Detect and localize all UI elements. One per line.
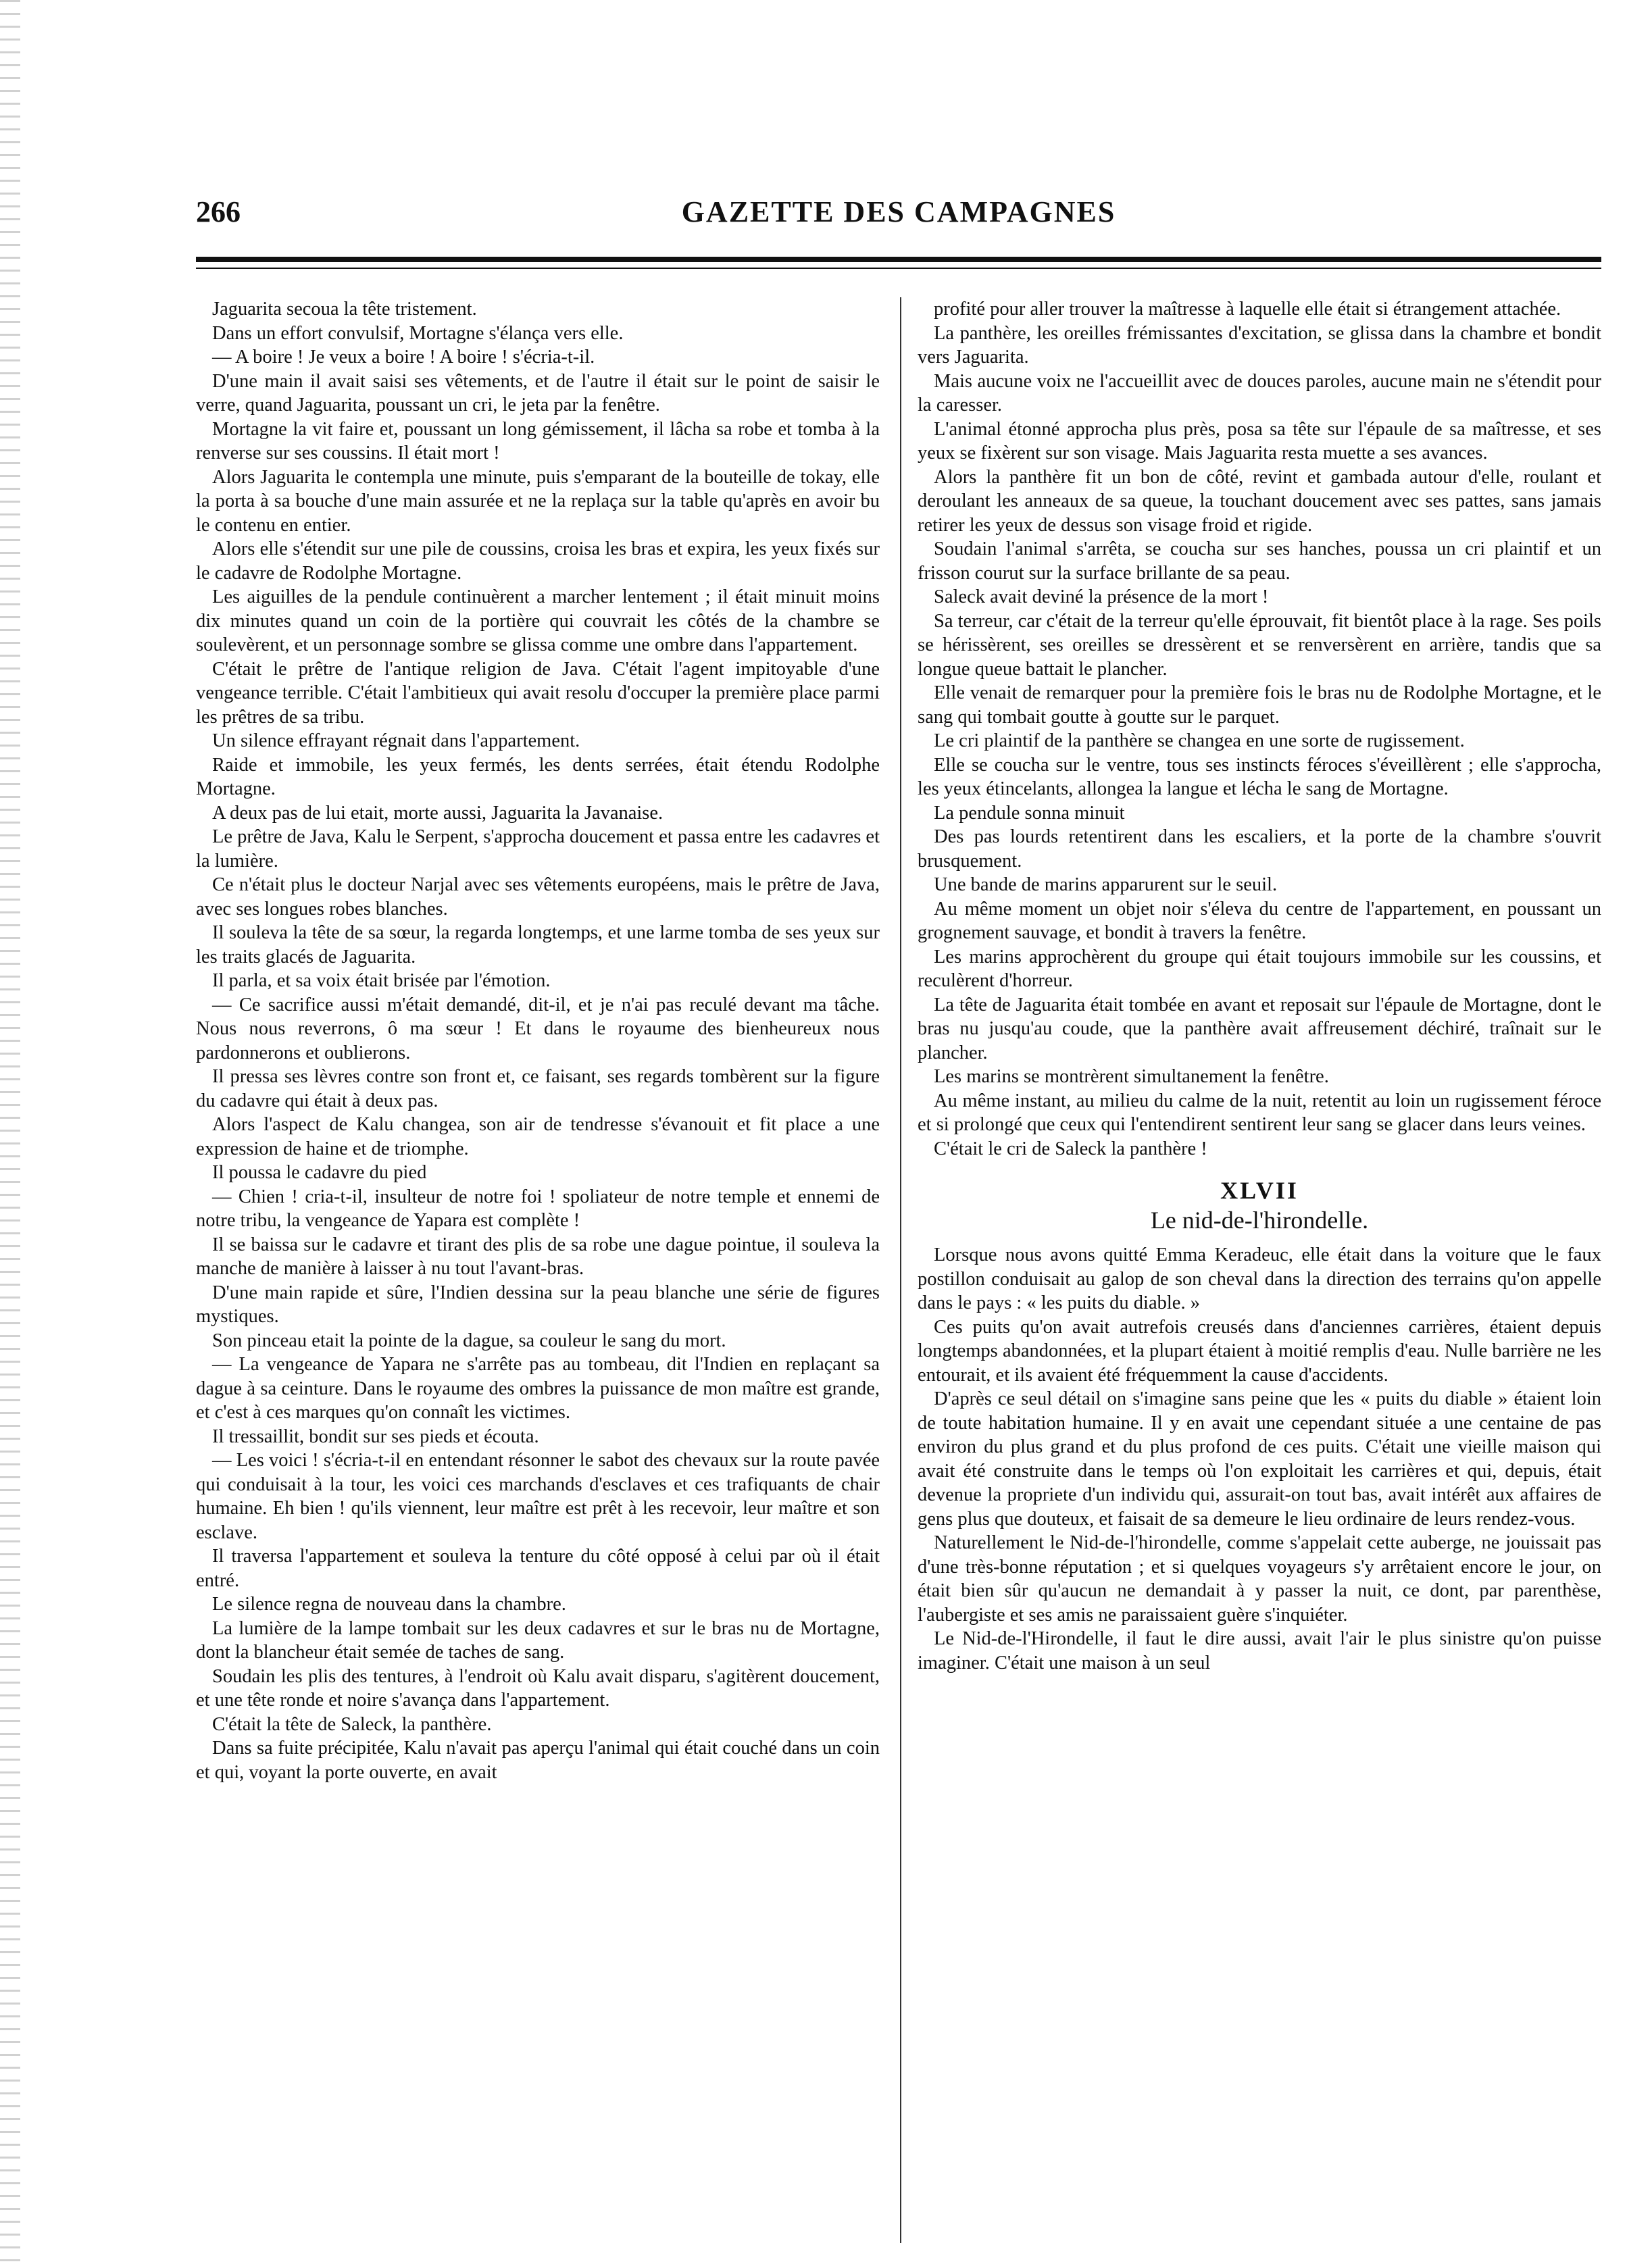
paragraph: Le silence regna de nouveau dans la chambre. [212, 1594, 566, 1615]
paragraph: Le prêtre de Java, Kalu le Serpent, s'approcha doucement et passa entre les cadavres et la lumière. [196, 826, 880, 872]
paragraph: Alors la panthère fit un bon de côté, revint et gambada autour d'elle, roulant et deroulant les anneaux de sa queue, la touchant doucement avec ses pattes, sans jamais retirer les yeux de dessus son visage froid et rigide. [918, 466, 1601, 536]
paragraph: Une bande de marins apparurent sur le seuil. [934, 874, 1278, 895]
paragraph: Soudain les plis des tentures, à l'endroit où Kalu avait disparu, s'agitèrent doucement, et une tête ronde et noire s'avança dans l'appartement. [196, 1665, 880, 1711]
header-rule [196, 257, 1601, 262]
paragraph: Les marins approchèrent du groupe qui était toujours immobile sur les coussins, et reculèrent d'horreur. [918, 946, 1601, 991]
paragraph: La panthère, les oreilles frémissantes d'excitation, se glissa dans la chambre et bondit vers Jaguarita. [918, 322, 1601, 368]
paragraph: Il souleva la tête de sa sœur, la regarda longtemps, et une larme tomba de ses yeux sur les traits glacés de Jaguarita. [196, 922, 880, 967]
paragraph: Les marins se montrèrent simultanement la fenêtre. [934, 1066, 1329, 1087]
right-column [918, 297, 1601, 2243]
paragraph: Raide et immobile, les yeux fermés, les dents serrées, était étendu Rodolphe Mortagne. [196, 754, 880, 799]
chapter-title: Le nid-de-l'hirondelle. [1150, 1207, 1369, 1234]
paragraph: Dans un effort convulsif, Mortagne s'élança vers elle. [212, 322, 624, 344]
paragraph: Les aiguilles de la pendule continuèrent a marcher lentement ; il était minuit moins dix minutes quand un coin de la portière qui couvrait les côtés de la chambre se soulevèrent, et un personnage sombre se glissa comme une ombre dans l'appartement. [196, 586, 880, 655]
paragraph: — Les voici ! s'écria-t-il en entendant résonner le sabot des chevaux sur la route pavée qui conduisait à la tour, les voici ces marchands d'esclaves et ces trafiquants de chair humaine. Eh bien ! qu'ils viennent, leur maître est prêt à les recevoir, leur maître et son esclave. [196, 1450, 880, 1543]
paragraph: — La vengeance de Yapara ne s'arrête pas au tombeau, dit l'Indien en replaçant sa dague à sa ceinture. Dans le royaume des ombres la puissance de mon maître est grande, et c'est à ces marques qu'on connaît les victimes. [196, 1354, 880, 1423]
paragraph: Le cri plaintif de la panthère se changea en une sorte de rugissement. [934, 730, 1465, 751]
paragraph: Au même moment un objet noir s'éleva du centre de l'appartement, en poussant un grognement sauvage, et bondit à travers la fenêtre. [918, 898, 1601, 943]
paragraph: Le Nid-de-l'Hirondelle, il faut le dire aussi, avait l'air le plus sinistre qu'on puisse imaginer. C'était une maison à un seul [918, 1628, 1601, 1673]
right-column-text-after [918, 1243, 1601, 1675]
running-title: GAZETTE DES CAMPAGNES [681, 195, 1116, 228]
paragraph: Il parla, et sa voix était brisée par l'émotion. [212, 970, 551, 991]
paragraph: Alors elle s'étendit sur une pile de coussins, croisa les bras et expira, les yeux fixés sur le cadavre de Rodolphe Mortagne. [196, 538, 880, 584]
paragraph: Soudain l'animal s'arrêta, se coucha sur ses hanches, poussa un cri plaintif et un frisson courut sur la surface brillante de sa peau. [918, 538, 1601, 584]
paragraph: La tête de Jaguarita était tombée en avant et reposait sur l'épaule de Mortagne, dont le bras nu jusqu'au coude, que la panthère avait affreusement déchiré, traînait sur le plancher. [918, 994, 1601, 1063]
paragraph: Alors l'aspect de Kalu changea, son air de tendresse s'évanouit et fit place a une expression de haine et de triomphe. [196, 1114, 880, 1159]
left-column [196, 297, 880, 2243]
paragraph: Naturellement le Nid-de-l'hirondelle, comme s'appelait cette auberge, ne jouissait pas d'une très-bonne réputation ; et si quelques voyageurs s'y arrêtaient encore le jour, on était bien sûr qu'aucun ne demandait à y passer la nuit, ce dont, par parenthèse, l'aubergiste et ses amis ne paraissaient guère s'inquiéter. [918, 1532, 1601, 1626]
paragraph: Ce n'était plus le docteur Narjal avec ses vêtements européens, mais le prêtre de Java, avec ses longues robes blanches. [196, 874, 880, 920]
paragraph: Dans sa fuite précipitée, Kalu n'avait pas aperçu l'animal qui était couché dans un coin et qui, voyant la porte ouverte, en avait [196, 1738, 880, 1783]
paragraph: D'une main il avait saisi ses vêtements, et de l'autre il était sur le point de saisir le verre, quand Jaguarita, poussant un cri, le jeta par la fenêtre. [196, 370, 880, 416]
paragraph: — Ce sacrifice aussi m'était demandé, dit-il, et je n'ai pas reculé devant ma tâche. Nous nous reverrons, ô ma sœur ! Et dans le royaume des bienheureux nous pardonnerons et oublierons. [196, 994, 880, 1063]
column-divider [900, 297, 901, 2243]
paragraph: C'était le cri de Saleck la panthère ! [934, 1138, 1207, 1159]
page-header [196, 189, 1601, 236]
scan-margin-noise [0, 0, 20, 2266]
paragraph: D'une main rapide et sûre, l'Indien dessina sur la peau blanche une série de figures mystiques. [196, 1282, 880, 1327]
paragraph: Il se baissa sur le cadavre et tirant des plis de sa robe une dague pointue, il souleva la manche de manière à laisser à nu tout l'avant-bras. [196, 1234, 880, 1279]
paragraph: D'après ce seul détail on s'imagine sans peine que les « puits du diable » étaient loin de toute habitation humaine. Il y en avait une cependant située a une centaine de pas environ du plus grand et du plus profond de ces puits. C'était une vieille maison qui avait été construite dans le temps où l'on exploitait les carrières et qui, depuis, était devenue la propriete d'un individu qui, assurait-on tout bas, avait intérêt aux affaires de gens plus que douteux, et faisait de sa demeure le lieu ordinaire de leurs rendez-vous. [918, 1388, 1601, 1530]
paragraph: Au même instant, au milieu du calme de la nuit, retentit au loin un rugissement féroce et si prolongé que ceux qui l'entendirent sentirent leur sang se glacer dans leurs veines. [918, 1090, 1601, 1135]
paragraph: Mortagne la vit faire et, poussant un long gémissement, il lâcha sa robe et tomba à la renverse sur ses coussins. Il était mort ! [196, 418, 880, 463]
chapter-number: XLVII [1220, 1177, 1299, 1204]
paragraph: Mais aucune voix ne l'accueillit avec de douces paroles, aucune main ne s'étendit pour la caresser. [918, 370, 1601, 416]
paragraph: Ces puits qu'on avait autrefois creusés dans d'anciennes carrières, étaient depuis longtemps abandonnées, et la plupart étaient à moitié remplis d'eau. Nulle barrière ne les entourait, et ils avaient été fréquemment la cause d'accidents. [918, 1316, 1601, 1386]
paragraph: Alors Jaguarita le contempla une minute, puis s'emparant de la bouteille de tokay, elle la porta à sa bouche d'une main assurée et ne la replaça sur la table qu'après en avoir bu le contenu en entier. [196, 466, 880, 536]
paragraph: Elle se coucha sur le ventre, tous ses instincts féroces s'éveillèrent ; elle s'approcha, les yeux étincelants, allongea la langue et lécha le sang de Mortagne. [918, 754, 1601, 799]
page-number: 266 [196, 195, 241, 228]
paragraph: — Chien ! cria-t-il, insulteur de notre foi ! spoliateur de notre temple et ennemi de notre tribu, la vengeance de Yapara est complète ! [196, 1186, 880, 1231]
paragraph: Sa terreur, car c'était de la terreur qu'elle éprouvait, fit bientôt place à la rage. Ses poils se hérissèrent, ses oreilles se dressèrent et se renversèrent en arrière, tandis que sa longue queue battait le plancher. [918, 610, 1601, 680]
paragraph: A deux pas de lui etait, morte aussi, Jaguarita la Javanaise. [212, 802, 664, 824]
paragraph: Son pinceau etait la pointe de la dague, sa couleur le sang du mort. [212, 1330, 726, 1351]
paragraph: Lorsque nous avons quitté Emma Keradeuc, elle était dans la voiture que le faux postillon conduisait au galop de son cheval dans la direction des terrains qu'on appelle dans le pays : « les puits du diable. » [918, 1244, 1601, 1313]
paragraph: La lumière de la lampe tombait sur les deux cadavres et sur le bras nu de Mortagne, dont la blancheur était semée de taches de sang. [196, 1617, 880, 1663]
paragraph: L'animal étonné approcha plus près, posa sa tête sur l'épaule de sa maîtresse, et ses yeux se fixèrent sur son visage. Mais Jaguarita resta muette a ses avances. [918, 418, 1601, 463]
paragraph: — A boire ! Je veux a boire ! A boire ! s'écria-t-il. [212, 347, 595, 368]
paragraph: Jaguarita secoua la tête tristement. [212, 299, 477, 320]
paragraph: C'était le prêtre de l'antique religion de Java. C'était l'agent impitoyable d'une vengeance terrible. C'était l'ambitieux qui avait resolu d'occuper la première place parmi les prêtres de sa tribu. [196, 658, 880, 728]
paragraph: C'était la tête de Saleck, la panthère. [212, 1713, 492, 1735]
paragraph: Il pressa ses lèvres contre son front et, ce faisant, ses regards tombèrent sur la figure du cadavre qui était à deux pas. [196, 1066, 880, 1111]
paragraph: profité pour aller trouver la maîtresse à laquelle elle était si étrangement attachée. [934, 299, 1561, 320]
paragraph: Il traversa l'appartement et souleva la tenture du côté opposé à celui par où il était entré. [196, 1546, 880, 1591]
paragraph: Il tressaillit, bondit sur ses pieds et écouta. [212, 1426, 539, 1447]
right-column-text-before [918, 297, 1601, 1161]
paragraph: Un silence effrayant régnait dans l'appartement. [212, 730, 580, 751]
paragraph: Des pas lourds retentirent dans les escaliers, et la porte de la chambre s'ouvrit brusquement. [918, 826, 1601, 872]
paragraph: Saleck avait deviné la présence de la mort ! [934, 586, 1269, 607]
paragraph: Il poussa le cadavre du pied [212, 1162, 427, 1183]
header-rule-thin [196, 268, 1601, 269]
paragraph: Elle venait de remarquer pour la première fois le bras nu de Rodolphe Mortagne, et le sang qui tombait goutte à goutte sur le parquet. [918, 682, 1601, 728]
paragraph: La pendule sonna minuit [934, 802, 1125, 824]
